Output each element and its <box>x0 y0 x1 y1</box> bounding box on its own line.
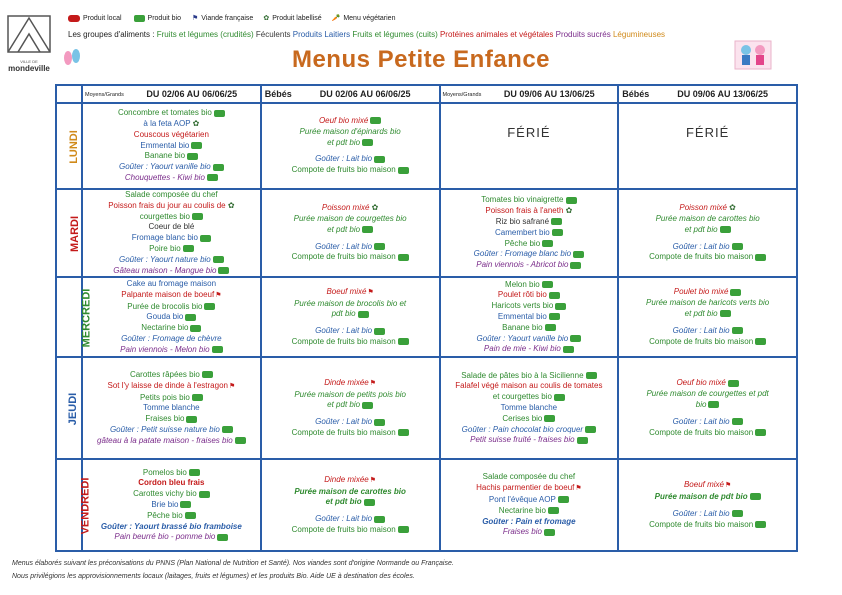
menu-item: Riz bio safrané <box>441 217 618 228</box>
french-flag-icon: ⚑ <box>725 482 732 490</box>
menu-item: Compote de fruits bio maison <box>619 520 796 531</box>
menu-item: Goûter : Yaourt vanille bio <box>83 162 260 173</box>
menu-item: Compote de fruits bio maison <box>619 252 796 263</box>
label-seal-icon: ✿ <box>190 119 200 128</box>
bio-label-icon <box>563 346 574 353</box>
menu-item: Tomme blanche <box>143 403 200 413</box>
menu-item: Pain de mie - Kiwi bio <box>441 344 618 355</box>
bio-label-icon <box>558 496 569 503</box>
menu-item: Goûter : Yaourt nature bio <box>83 255 260 266</box>
bio-label-icon <box>708 401 719 408</box>
bio-label-icon <box>398 338 409 345</box>
bio-label-icon <box>374 516 385 523</box>
menu-item: et pdt bio <box>262 400 439 411</box>
menu-item: Poire bio <box>83 244 260 255</box>
bio-label-icon <box>199 491 210 498</box>
legend <box>68 14 395 22</box>
day-label: VENDREDI <box>79 477 92 535</box>
group-dairy: Produits Laitiers <box>292 30 351 39</box>
day-label: MERCREDI <box>80 289 93 348</box>
footer-note-2: Nous privilégions les approvisionnements locaux (laitages, fruits et légumes) et les produits Bio. Aide UE à destination des écoles. <box>12 573 415 580</box>
bio-label-icon <box>566 197 577 204</box>
menu-item: Compote de fruits bio maison <box>262 165 439 176</box>
bio-label-icon <box>207 174 218 181</box>
menu-item: Pont l'évêque AOP <box>441 495 618 506</box>
menu-cell-week1-older <box>82 103 261 189</box>
bio-label-icon <box>728 380 739 387</box>
bio-label-icon <box>542 281 553 288</box>
group-legumes: Légumineuses <box>612 30 666 39</box>
bio-label-icon <box>186 416 197 423</box>
menu-item: Emmental bio <box>83 141 260 152</box>
menu-cell-week2-older <box>440 103 619 189</box>
bio-label-icon <box>755 338 766 345</box>
bio-label-icon <box>202 371 213 378</box>
menu-item: Carottes râpées bio <box>83 370 260 381</box>
menu-item: Chouquettes - Kiwi bio <box>83 173 260 184</box>
bio-label-icon <box>362 226 373 233</box>
menu-cell-week2-babies <box>618 357 797 459</box>
menu-item: Cordon bleu frais <box>138 478 205 488</box>
menu-item: Compote de fruits bio maison <box>619 337 796 348</box>
menu-item: Salade composée du chef <box>482 472 576 482</box>
menu-cell-week1-babies <box>261 277 440 357</box>
menu-item: Camembert bio <box>441 228 618 239</box>
header-week2-babies: Bébés DU 09/06 AU 13/06/25 <box>618 85 797 103</box>
bio-label-icon <box>398 167 409 174</box>
bio-label-icon <box>720 226 731 233</box>
menu-item: courgettes bio <box>83 212 260 223</box>
bio-label-icon <box>134 15 145 22</box>
menu-cell-week1-older <box>82 189 261 277</box>
bio-label-icon <box>192 213 203 220</box>
menu-item: Concombre et tomates bio <box>83 108 260 119</box>
bio-label-icon <box>222 426 233 433</box>
menu-cell-week1-babies <box>261 459 440 551</box>
menu-item: Tomme blanche <box>500 402 558 412</box>
menu-item: Melon bio <box>441 280 618 291</box>
menu-item: Fromage blanc bio <box>83 233 260 244</box>
menu-item: Compote de fruits bio maison <box>262 525 439 536</box>
menu-item: Goûter : Lait bio <box>619 242 796 253</box>
menu-item: Couscous végétarien <box>133 129 209 139</box>
menu-item: et pdt bio <box>262 497 439 508</box>
group-starches: Féculents <box>255 30 291 39</box>
menu-item: Banane bio <box>83 151 260 162</box>
menu-item: Fraises bio <box>83 414 260 425</box>
menu-cell-week2-older <box>440 277 619 357</box>
menu-item: Banane bio <box>441 323 618 334</box>
day-row-mercredi <box>56 277 797 357</box>
french-flag-icon: ⚑ <box>367 288 374 296</box>
local-badge-icon <box>68 15 80 22</box>
menu-item: Carottes vichy bio <box>83 489 260 500</box>
bio-label-icon <box>732 418 743 425</box>
group-proteins: Protéines animales et végétales <box>439 30 554 39</box>
day-label-cell <box>56 277 93 357</box>
menu-item: Hachis parmentier de boeuf⚑ <box>441 483 618 495</box>
bio-label-icon <box>374 328 385 335</box>
vegetarian-icon: 🥕 <box>331 15 341 22</box>
menu-item: Goûter : Yaourt brassé bio framboise <box>100 521 242 531</box>
menu-item: Falafel végé maison au coulis de tomates <box>455 381 603 391</box>
menu-table <box>55 84 798 552</box>
bio-label-icon <box>213 256 224 263</box>
bio-label-icon <box>542 240 553 247</box>
menu-item: Pain beurré bio - pomme bio <box>83 532 260 543</box>
menu-item: Poisson mixé ✿ <box>321 203 379 213</box>
menu-item: Goûter : Lait bio <box>262 154 439 165</box>
menu-item: Purée maison d'épinards bio <box>299 126 401 136</box>
menu-item: Sot l'y laisse de dinde à l'estragon⚑ <box>83 381 260 393</box>
menu-item: Pain viennois - Abricot bio <box>441 260 618 271</box>
label-seal-icon: ✿ <box>369 203 379 213</box>
bio-label-icon <box>374 419 385 426</box>
menu-cell-week2-babies <box>618 103 797 189</box>
group-cooked-veg: Fruits et légumes (cuits) <box>352 30 438 39</box>
menu-item: Cerises bio <box>441 414 618 425</box>
menu-item: Salade de pâtes bio à la Sicilienne <box>441 371 618 382</box>
french-flag-icon: ⚑ <box>369 379 376 387</box>
menu-item: Purée maison de courgettes et pdt <box>646 389 769 399</box>
group-raw-veg: Fruits et légumes (crudités) <box>156 30 254 39</box>
bio-label-icon <box>545 324 556 331</box>
bio-label-icon <box>213 164 224 171</box>
menu-item: Gouda bio <box>83 312 260 323</box>
bio-label-icon <box>189 469 200 476</box>
menu-item: Purée de brocolis bio <box>83 302 260 313</box>
bio-label-icon <box>570 262 581 269</box>
menu-cell-week2-older <box>440 357 619 459</box>
corner-cell <box>56 85 82 103</box>
bio-label-icon <box>362 402 373 409</box>
bio-label-icon <box>544 529 555 536</box>
legend-item-french-meat: ⚑ Viande française <box>192 14 254 22</box>
menu-item: Pain viennois - Melon bio <box>83 345 260 356</box>
bio-label-icon <box>732 243 743 250</box>
menu-item: Tomates bio vinaigrette <box>441 195 618 206</box>
bio-label-icon <box>214 110 225 117</box>
menu-item: Goûter : Lait bio <box>619 509 796 520</box>
french-flag-icon: ⚑ <box>369 476 376 484</box>
menu-item: Oeuf bio mixé <box>262 116 439 127</box>
menu-item: Pomelos bio <box>83 468 260 479</box>
menu-item: Goûter : Pain chocolat bio croquer <box>441 425 618 436</box>
label-seal-icon: ✿ <box>225 200 235 210</box>
bio-label-icon <box>554 394 565 401</box>
menu-cell-week2-older <box>440 459 619 551</box>
menu-item: Pêche bio <box>441 239 618 250</box>
holiday-label: FÉRIÉ <box>507 125 551 140</box>
bio-label-icon <box>732 327 743 334</box>
menu-item: Purée maison de carottes bio <box>294 486 406 496</box>
bio-label-icon <box>573 251 584 258</box>
day-label: MARDI <box>69 216 82 253</box>
menu-item: et pdt bio <box>619 225 796 236</box>
day-label: JEUDI <box>67 393 80 426</box>
bio-label-icon <box>218 267 229 274</box>
menu-cell-week2-babies <box>618 277 797 357</box>
menu-item: Goûter : Lait bio <box>262 417 439 428</box>
menu-cell-week1-babies <box>261 103 440 189</box>
bio-label-icon <box>190 325 201 332</box>
day-row-mardi <box>56 189 797 277</box>
bio-label-icon <box>235 437 246 444</box>
legend-item-vegetarian: 🥕 Menu végétarien <box>331 14 396 22</box>
menu-item: Poulet bio mixé <box>619 287 796 298</box>
bio-label-icon <box>577 437 588 444</box>
bio-label-icon <box>720 310 731 317</box>
footer-note-1: Menus élaborés suivant les préconisations du PNNS (Plan National de Nutrition et Santé). Nos viandes sont d'origine Normande ou Française. <box>12 560 454 567</box>
menu-cell-week1-older <box>82 459 261 551</box>
menu-item: gâteau à la patate maison - fraises bio <box>83 436 260 447</box>
menu-item: Compote de fruits bio maison <box>619 428 796 439</box>
legend-item-bio: Produit bio <box>132 15 181 22</box>
bio-label-icon <box>192 394 203 401</box>
menu-item: Fraises bio <box>441 527 618 538</box>
menu-item: Goûter : Lait bio <box>619 326 796 337</box>
bio-label-icon <box>358 311 369 318</box>
bio-label-icon <box>398 429 409 436</box>
menu-item: Purée maison de courgettes bio <box>293 213 407 223</box>
bio-label-icon <box>730 289 741 296</box>
bio-label-icon <box>732 510 743 517</box>
menu-item: Compote de fruits bio maison <box>262 428 439 439</box>
menu-item: Nectarine bio <box>441 506 618 517</box>
menu-item: Haricots verts bio <box>441 301 618 312</box>
bio-label-icon <box>374 243 385 250</box>
menu-item: Petit suisse fruité - fraises bio <box>441 435 618 446</box>
menu-cell-week2-babies <box>618 189 797 277</box>
menu-item: à la feta AOP ✿ <box>143 119 200 128</box>
bio-label-icon <box>544 415 555 422</box>
header-row <box>56 85 797 103</box>
day-label-cell <box>56 459 92 551</box>
menu-item: Dinde mixée⚑ <box>262 475 439 487</box>
menu-item: Gâteau maison - Mangue bio <box>83 266 260 277</box>
menu-cell-week1-babies <box>261 189 440 277</box>
header-week2-older: Moyens/Grands DU 09/06 AU 13/06/25 <box>440 85 619 103</box>
bio-label-icon <box>570 335 581 342</box>
menu-item: Palpante maison de boeuf⚑ <box>83 290 260 302</box>
bio-label-icon <box>370 117 381 124</box>
menu-item: Goûter : Lait bio <box>262 242 439 253</box>
bio-label-icon <box>755 521 766 528</box>
french-flag-icon: ⚑ <box>192 15 199 22</box>
label-seal-icon: ✿ <box>726 203 736 213</box>
header-week1-babies: Bébés DU 02/06 AU 06/06/25 <box>261 85 440 103</box>
menu-item: Goûter : Lait bio <box>262 326 439 337</box>
bio-label-icon <box>185 512 196 519</box>
menu-item: Poisson mixé ✿ <box>679 203 736 213</box>
bio-label-icon <box>364 499 375 506</box>
french-flag-icon: ⚑ <box>215 291 222 299</box>
bio-label-icon <box>552 229 563 236</box>
bio-label-icon <box>185 314 196 321</box>
bio-label-icon <box>755 429 766 436</box>
holiday-label: FÉRIÉ <box>685 125 730 140</box>
menu-item: Compote de fruits bio maison <box>262 337 439 348</box>
bio-label-icon <box>191 142 202 149</box>
menu-item: Dinde mixée⚑ <box>262 378 439 390</box>
menu-item: Purée maison de petits pois bio <box>294 389 406 399</box>
day-row-lundi <box>56 103 797 189</box>
group-sweets: Produits sucrés <box>555 30 611 39</box>
legend-item-labelled: ✿ Produit labellisé <box>263 14 322 22</box>
bio-label-icon <box>204 303 215 310</box>
menu-item: et pdt bio <box>619 309 796 320</box>
bio-label-icon <box>548 507 559 514</box>
bio-label-icon <box>217 534 228 541</box>
menu-item: Purée maison de haricots verts bio <box>646 298 770 308</box>
menu-item: Goûter : Lait bio <box>262 514 439 525</box>
menu-item: pdt bio <box>262 309 439 320</box>
menu-item: Boeuf mixé⚑ <box>262 287 439 299</box>
menu-item: et courgettes bio <box>441 392 618 403</box>
menu-cell-week1-babies <box>261 357 440 459</box>
bio-label-icon <box>585 426 596 433</box>
day-label-cell <box>56 189 82 277</box>
bio-label-icon <box>398 526 409 533</box>
food-groups-prefix: Les groupes d'aliments : <box>68 30 155 39</box>
menu-item: Compote de fruits bio maison <box>262 252 439 263</box>
bio-label-icon <box>755 254 766 261</box>
menu-item: Emmental bio <box>441 312 618 323</box>
day-row-vendredi <box>56 459 797 551</box>
bio-label-icon <box>183 245 194 252</box>
menu-cell-week1-older <box>82 277 261 357</box>
menu-item: Boeuf mixé⚑ <box>619 480 796 492</box>
menu-cell-week2-older <box>440 189 619 277</box>
legend-item-local: Produit local <box>68 15 122 22</box>
menu-item: Goûter : Pain et fromage <box>482 516 576 526</box>
bio-label-icon <box>549 313 560 320</box>
header-week1-older: Moyens/Grands DU 02/06 AU 06/06/25 <box>82 85 261 103</box>
menu-item: Goûter : Yaourt vanille bio <box>441 334 618 345</box>
bio-label-icon <box>180 501 191 508</box>
menu-item: bio <box>619 400 796 411</box>
menu-item: Goûter : Petit suisse nature bio <box>83 425 260 436</box>
menu-item: Poisson frais à l'aneth ✿ <box>485 206 573 216</box>
menu-item: et pdt bio <box>262 138 439 149</box>
menu-item: Goûter : Fromage blanc bio <box>441 249 618 260</box>
bio-label-icon <box>212 346 223 353</box>
menu-item: Nectarine bio <box>83 323 260 334</box>
menu-item: Goûter : Lait bio <box>619 417 796 428</box>
menu-item: Coeur de blé <box>148 222 195 232</box>
city-name: mondeville <box>8 64 50 73</box>
food-groups <box>68 30 665 39</box>
city-tagline: VILLE DE <box>20 59 38 64</box>
menu-item: Cake au fromage maison <box>126 279 217 289</box>
bio-label-icon <box>555 303 566 310</box>
menu-cell-week2-babies <box>618 459 797 551</box>
menu-item: Purée maison de brocolis bio et <box>294 298 407 308</box>
french-flag-icon: ⚑ <box>228 382 236 390</box>
menu-item: Purée maison de carottes bio <box>655 213 760 223</box>
menu-item: Petits pois bio <box>83 393 260 404</box>
menu-item: Goûter : Fromage de chèvre <box>121 334 222 344</box>
menu-item: Oeuf bio mixé <box>619 378 796 389</box>
menu-item: Poisson frais du jour au coulis de ✿ <box>108 200 235 210</box>
menu-item: Salade composée du chef <box>125 190 218 199</box>
french-flag-icon: ⚑ <box>575 485 582 493</box>
label-seal-icon: ✿ <box>563 206 573 216</box>
children-icon <box>734 40 772 70</box>
menu-item: Poulet rôti bio <box>441 290 618 301</box>
day-row-jeudi <box>56 357 797 459</box>
day-label-cell <box>56 357 82 459</box>
bio-label-icon <box>750 493 761 500</box>
bio-label-icon <box>551 218 562 225</box>
page-title: Menus Petite Enfance <box>291 46 551 73</box>
menu-item: Purée maison de pdt bio <box>619 492 796 503</box>
bio-label-icon <box>549 292 560 299</box>
menu-item: Pêche bio <box>83 511 260 522</box>
menu-item: et pdt bio <box>262 225 439 236</box>
menu-item: Brie bio <box>83 500 260 511</box>
label-seal-icon: ✿ <box>263 15 270 22</box>
day-label: LUNDI <box>67 130 80 164</box>
bio-label-icon <box>398 254 409 261</box>
bio-label-icon <box>586 372 597 379</box>
bio-label-icon <box>362 139 373 146</box>
day-label-cell <box>56 103 82 189</box>
menu-cell-week1-older <box>82 357 261 459</box>
bio-label-icon <box>187 153 198 160</box>
bio-label-icon <box>374 156 385 163</box>
bio-label-icon <box>200 235 211 242</box>
